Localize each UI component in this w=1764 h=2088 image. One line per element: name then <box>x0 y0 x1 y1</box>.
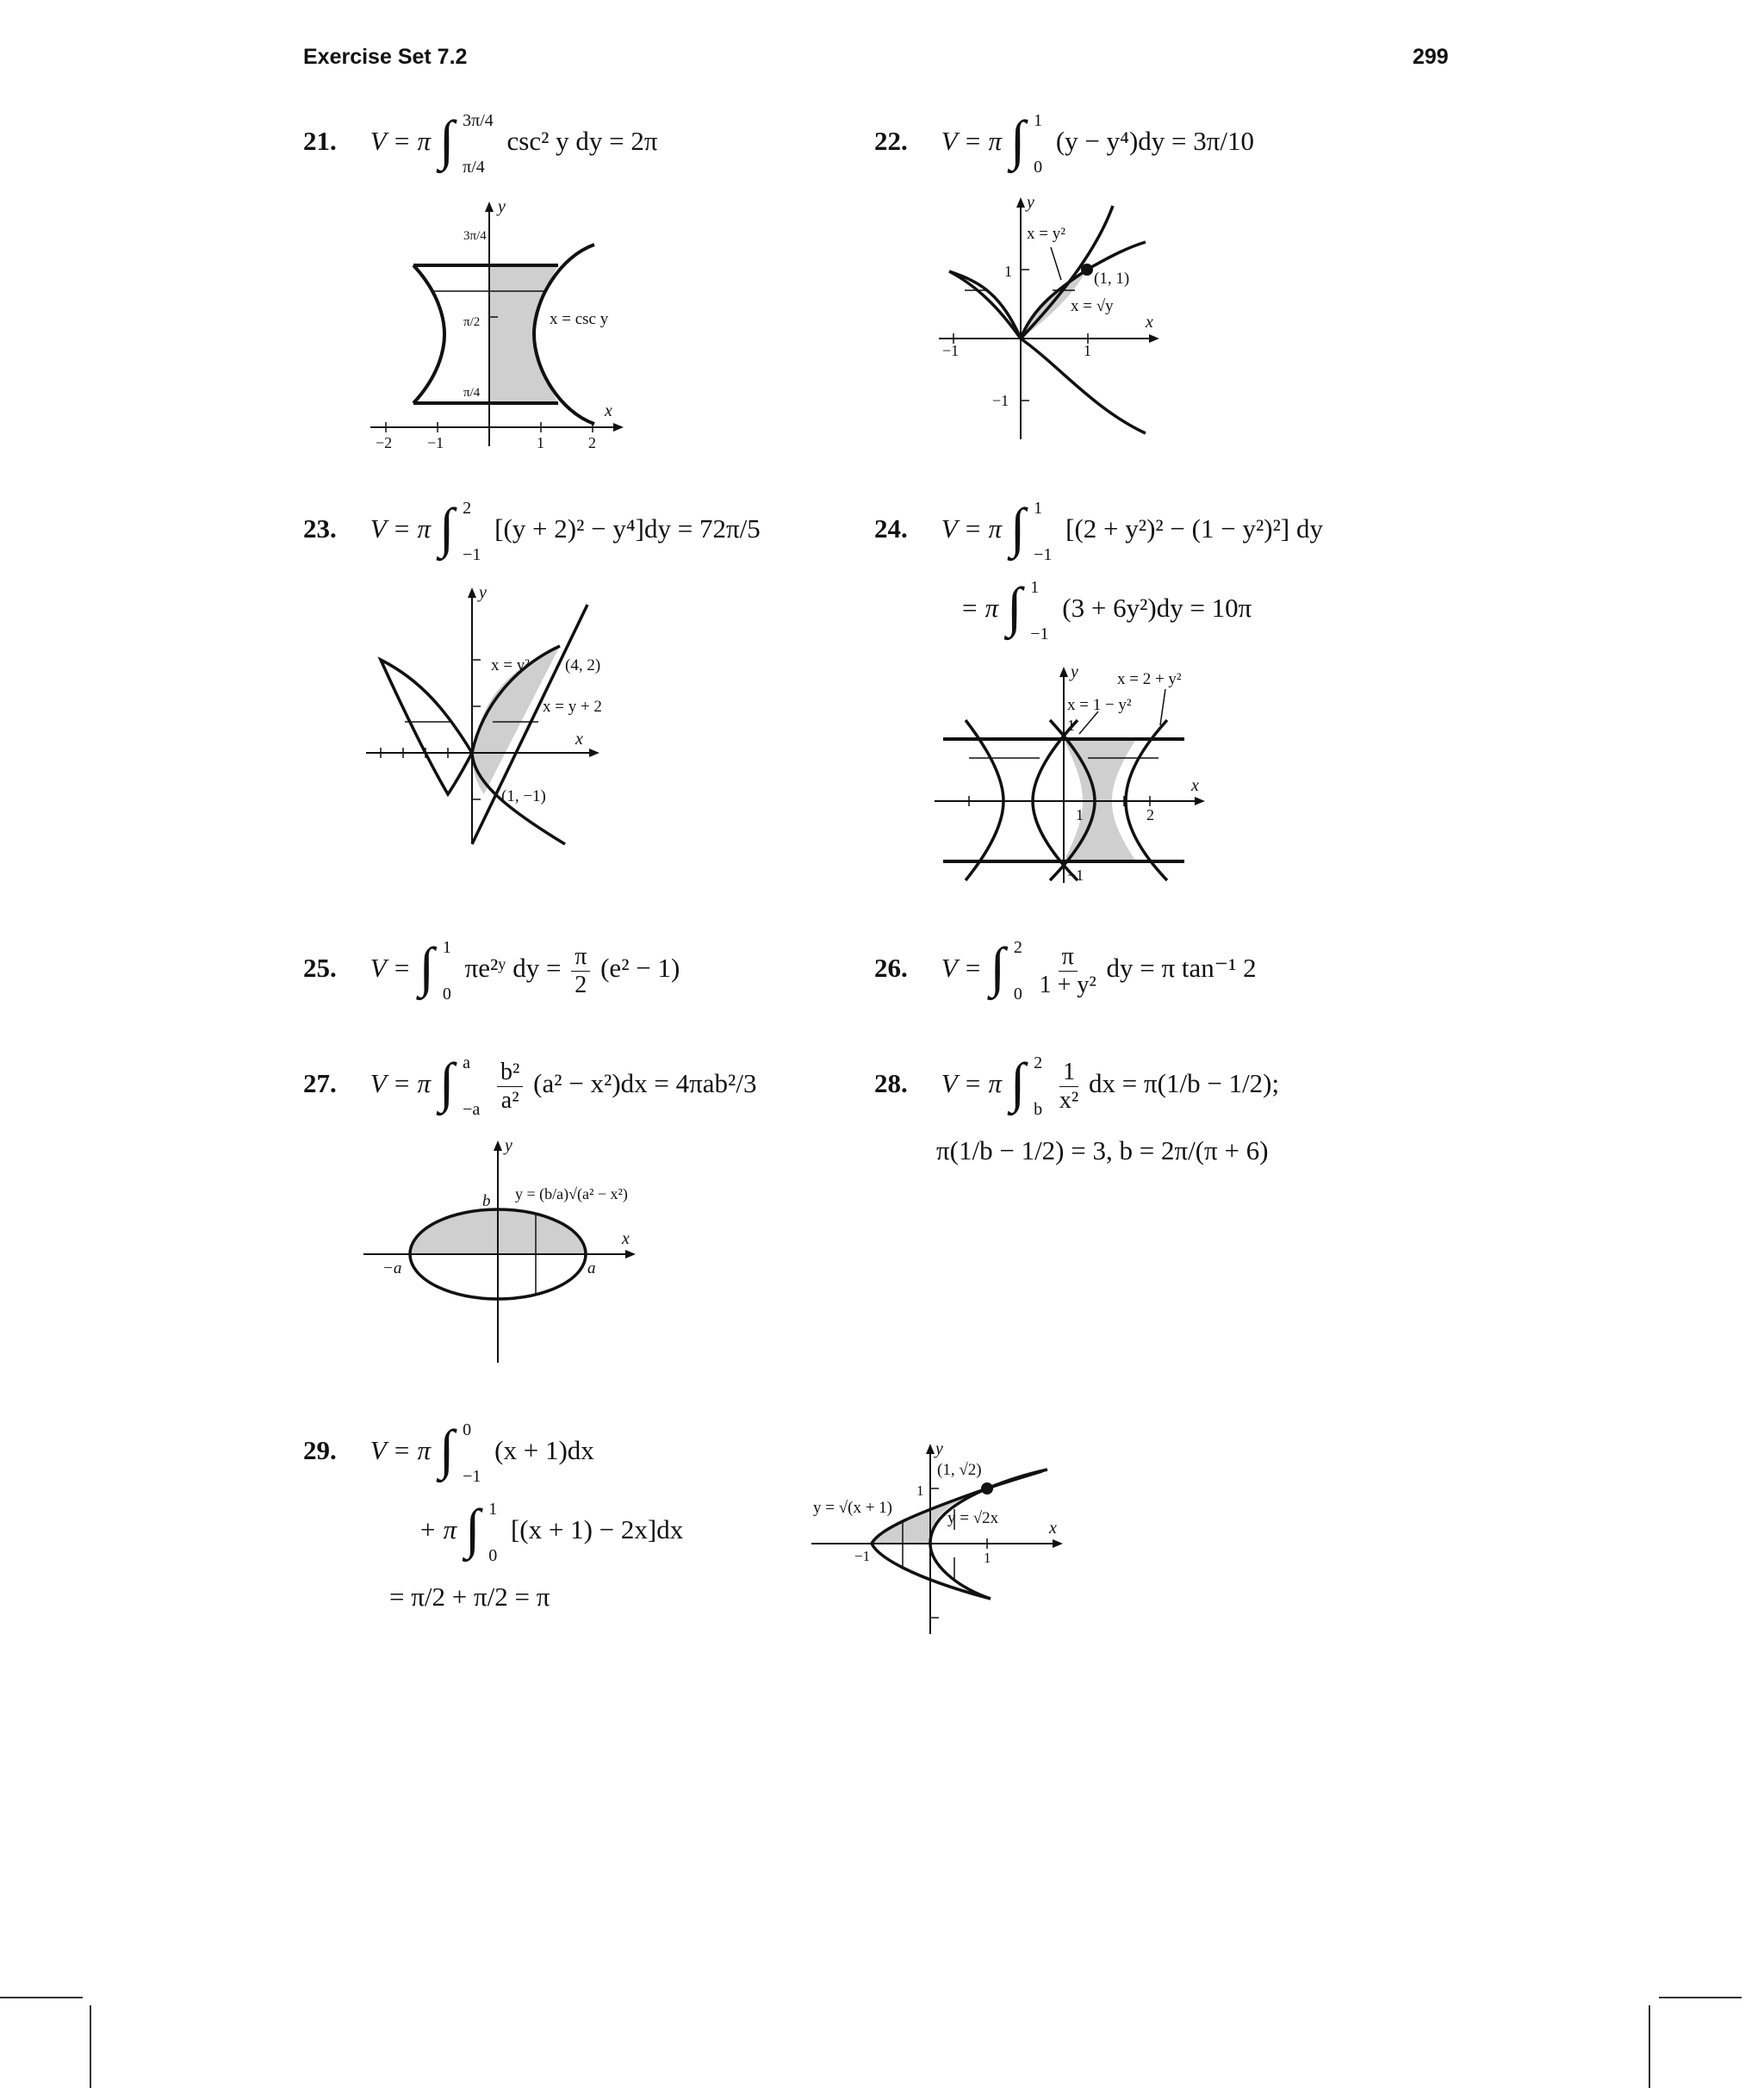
numerator: π <box>571 945 590 972</box>
y-axis-arrow <box>485 202 494 212</box>
lhs: V = π <box>370 513 432 544</box>
y-axis-label: y <box>1071 662 1078 681</box>
lower-limit: 0 <box>1013 985 1022 1004</box>
integral-sign: ∫ <box>1009 497 1026 558</box>
lhs: V = <box>370 953 411 984</box>
y-axis-label: y <box>1027 193 1034 212</box>
fraction <box>497 1060 523 1113</box>
upper-limit: 2 <box>1013 938 1022 957</box>
upper-limit: 3π/4 <box>463 111 494 130</box>
lower-limit: b <box>1034 1100 1043 1119</box>
limits <box>443 939 451 1003</box>
integral-sign: ∫ <box>419 936 435 997</box>
figure-24 <box>935 663 1219 887</box>
upper-limit: 1 <box>1034 111 1043 130</box>
problem-21 <box>303 109 658 177</box>
csc-curve-left <box>413 265 444 403</box>
denominator: x² <box>1059 1086 1079 1114</box>
upper-limit: a <box>463 1053 470 1072</box>
problem-26 <box>874 936 1257 1004</box>
tick-pi2: π/2 <box>463 315 481 329</box>
x-axis-label: x <box>1049 1519 1057 1538</box>
label-curve: y = (b/a)√(a² − x²) <box>515 1185 628 1202</box>
tick-x2: 2 <box>1146 806 1154 823</box>
figure-29 <box>810 1440 1068 1638</box>
lower-limit: 0 <box>488 1546 498 1565</box>
lhs: V = π <box>941 513 1003 544</box>
upper-limit: 1 <box>1034 499 1043 518</box>
tick-1x: 1 <box>984 1550 991 1566</box>
limits <box>463 1421 481 1485</box>
x-axis-label: x <box>1191 776 1199 795</box>
tick-1y: 1 <box>916 1482 924 1499</box>
tick-3pi4: 3π/4 <box>463 229 487 243</box>
curve-label: x = csc y <box>550 310 609 328</box>
problem-28-line2: π(1/b − 1/2) = 3, b = 2π/(π + 6) <box>936 1135 1269 1165</box>
integral-sign: ∫ <box>464 1498 481 1559</box>
tick-m1: −1 <box>854 1548 871 1564</box>
numerator: π <box>1059 945 1078 972</box>
crop-mark-right-v <box>1649 2005 1650 2088</box>
integral-sign: ∫ <box>438 1052 455 1113</box>
label-parabola: x = y² <box>491 656 530 674</box>
upper-limit: 1 <box>488 1500 498 1519</box>
problem-number: 27. <box>303 1068 337 1099</box>
lower-limit: −a <box>463 1100 481 1119</box>
problem-number: 23. <box>303 513 337 544</box>
y-axis-label: y <box>479 583 487 602</box>
x-tick-m1: −1 <box>427 434 444 451</box>
limits <box>463 112 494 176</box>
upper-limit: 2 <box>1034 1053 1043 1072</box>
upper-limit: 1 <box>1030 578 1040 597</box>
integrand: [(x + 1) − 2x]dx <box>510 1514 684 1545</box>
tick-x1: 1 <box>1076 806 1084 823</box>
lhs: V = π <box>370 1435 432 1466</box>
crop-mark-right-h <box>1659 1997 1742 1998</box>
upper-limit: 0 <box>463 1420 472 1439</box>
problem-number: 21. <box>303 126 337 157</box>
integral-sign: ∫ <box>438 109 455 171</box>
integrand: πe²ʸ dy = <box>464 953 562 984</box>
y-axis-arrow <box>1059 667 1068 677</box>
lhs: V = π <box>370 126 432 157</box>
upper-limit: 1 <box>442 938 451 957</box>
label-inner: x = 1 − y² <box>1067 696 1132 714</box>
x-axis-arrow <box>625 1250 636 1258</box>
label-outer: x = 2 + y² <box>1117 670 1182 688</box>
figure-23 <box>362 584 620 851</box>
problem-24-line2 <box>960 576 1252 643</box>
x-axis-arrow <box>613 423 624 432</box>
lower-limit: 0 <box>442 985 451 1004</box>
lower-limit: 0 <box>1034 158 1043 177</box>
reflected-region <box>381 660 472 794</box>
denominator: 2 <box>575 971 587 998</box>
problem-number: 25. <box>303 953 337 984</box>
lower-limit: π/4 <box>463 158 485 177</box>
page-number: 299 <box>1413 45 1449 69</box>
tick-y1: 1 <box>1067 717 1075 734</box>
crop-mark-left-v <box>90 2005 91 2088</box>
problem-29 <box>303 1421 594 1485</box>
x-tick-2: 2 <box>588 434 596 451</box>
integral-sign: ∫ <box>1006 576 1022 637</box>
integrand: [(2 + y²)² − (1 − y²)²] dy <box>1065 513 1323 544</box>
fraction <box>571 942 590 998</box>
lhs: V = π <box>941 1068 1003 1099</box>
label-minus-a: −a <box>382 1259 402 1277</box>
curve-x-eq-sqrt-y <box>1021 242 1146 339</box>
x-axis-label: x <box>575 730 583 749</box>
lhs: = π <box>960 593 999 624</box>
limits <box>1034 1054 1042 1118</box>
label-left-curve: y = √(x + 1) <box>813 1499 893 1517</box>
x-tick-1: 1 <box>537 434 544 451</box>
limits <box>463 1054 480 1118</box>
x-axis-arrow <box>1195 797 1205 805</box>
lhs: V = π <box>941 126 1003 157</box>
x-axis-label: x <box>605 401 612 420</box>
y-axis-label: y <box>935 1439 943 1458</box>
crop-mark-left-h <box>0 1997 83 1998</box>
numerator: 1 <box>1059 1060 1078 1087</box>
pointer-arrow <box>1051 247 1061 280</box>
integrand: (y − y⁴)dy = 3π/10 <box>1055 126 1255 157</box>
fraction <box>1039 942 1096 998</box>
y-axis-label: y <box>498 197 506 216</box>
x-axis-label: x <box>622 1229 630 1248</box>
integrand: csc² y dy = 2π <box>506 126 658 157</box>
upper-limit: 2 <box>463 499 472 518</box>
limits <box>1030 579 1048 643</box>
integrand: (3 + 6y²)dy = 10π <box>1062 593 1252 624</box>
tick-x1: 1 <box>1084 342 1091 359</box>
tail: (a² − x²)dx = 4πab²/3 <box>533 1068 757 1099</box>
problem-29-line3: = π/2 + π/2 = π <box>389 1582 550 1612</box>
label-right-curve: y = √2x <box>947 1509 999 1527</box>
x-tick-marks <box>381 660 481 799</box>
lower-limit: −1 <box>1030 625 1049 643</box>
x-axis-arrow <box>589 749 599 757</box>
integrand: (x + 1)dx <box>494 1435 594 1466</box>
problem-24 <box>874 497 1323 564</box>
intersection-point <box>981 1482 993 1495</box>
label-point-top: (4, 2) <box>565 656 601 674</box>
pointer-outer <box>1160 689 1165 725</box>
x-axis-arrow <box>1053 1539 1063 1548</box>
problem-29-line2 <box>419 1498 684 1565</box>
pointer-inner <box>1079 712 1098 734</box>
figure-21 <box>362 196 637 455</box>
y-axis-arrow <box>468 587 476 598</box>
limits <box>1014 939 1022 1003</box>
lower-limit: −1 <box>463 545 481 564</box>
label-sqrt: x = √y <box>1071 297 1114 315</box>
lhs: + π <box>419 1514 457 1545</box>
y-axis-arrow <box>494 1140 502 1151</box>
problem-28 <box>874 1054 1279 1118</box>
tick-pi4: π/4 <box>463 386 481 400</box>
denominator: a² <box>500 1086 519 1114</box>
integral-sign: ∫ <box>990 936 1006 997</box>
problem-25 <box>303 936 680 1004</box>
denominator: 1 + y² <box>1039 971 1096 998</box>
integral-sign: ∫ <box>1009 109 1026 171</box>
numerator: b² <box>497 1060 523 1087</box>
x-tick-m2: −2 <box>376 434 393 451</box>
lower-limit: −1 <box>1034 545 1053 564</box>
figure-27 <box>362 1137 646 1370</box>
problem-number: 28. <box>874 1068 908 1099</box>
section-title: Exercise Set 7.2 <box>303 45 468 69</box>
tick-ym1: −1 <box>1067 867 1084 884</box>
integral-sign: ∫ <box>438 1419 455 1480</box>
y-axis-label: y <box>505 1136 512 1155</box>
limits <box>463 500 481 563</box>
lhs: V = π <box>370 1068 432 1099</box>
label-point: (1, 1) <box>1094 270 1130 288</box>
problem-number: 24. <box>874 513 908 544</box>
tick-y1: 1 <box>1004 263 1012 280</box>
label-line: x = y + 2 <box>543 698 602 716</box>
tail: dx = π(1/b − 1/2); <box>1089 1068 1280 1099</box>
label-point-bottom: (1, −1) <box>501 787 546 805</box>
fraction <box>1059 1060 1078 1113</box>
y-axis-arrow <box>1016 197 1025 208</box>
x-axis-arrow <box>1149 334 1159 343</box>
figure-22 <box>930 194 1171 444</box>
x-axis-label: x <box>1146 313 1153 332</box>
tail: (e² − 1) <box>600 953 680 984</box>
reflected-region <box>949 271 1021 339</box>
tail: dy = π tan⁻¹ 2 <box>1106 953 1257 984</box>
limits <box>1034 500 1052 563</box>
limits <box>1034 112 1042 176</box>
label-parabola: x = y² <box>1027 225 1065 243</box>
problem-number: 29. <box>303 1435 337 1466</box>
label-a: a <box>587 1259 596 1277</box>
problem-27 <box>303 1054 756 1118</box>
problem-23 <box>303 497 761 564</box>
tick-ym1: −1 <box>992 392 1009 409</box>
intersection-point <box>1081 264 1093 276</box>
label-point: (1, √2) <box>937 1461 982 1479</box>
problem-number: 26. <box>874 953 908 984</box>
lhs: V = <box>941 953 982 984</box>
y-axis-arrow <box>926 1444 935 1454</box>
lower-limit: −1 <box>463 1467 481 1486</box>
integral-sign: ∫ <box>438 497 455 558</box>
limits <box>488 1501 497 1564</box>
tick-xm1: −1 <box>942 342 960 359</box>
label-b: b <box>482 1192 491 1210</box>
problem-22 <box>874 109 1255 177</box>
integrand: [(y + 2)² − y⁴]dy = 72π/5 <box>494 513 761 544</box>
problem-number: 22. <box>874 126 908 157</box>
integral-sign: ∫ <box>1009 1052 1026 1113</box>
